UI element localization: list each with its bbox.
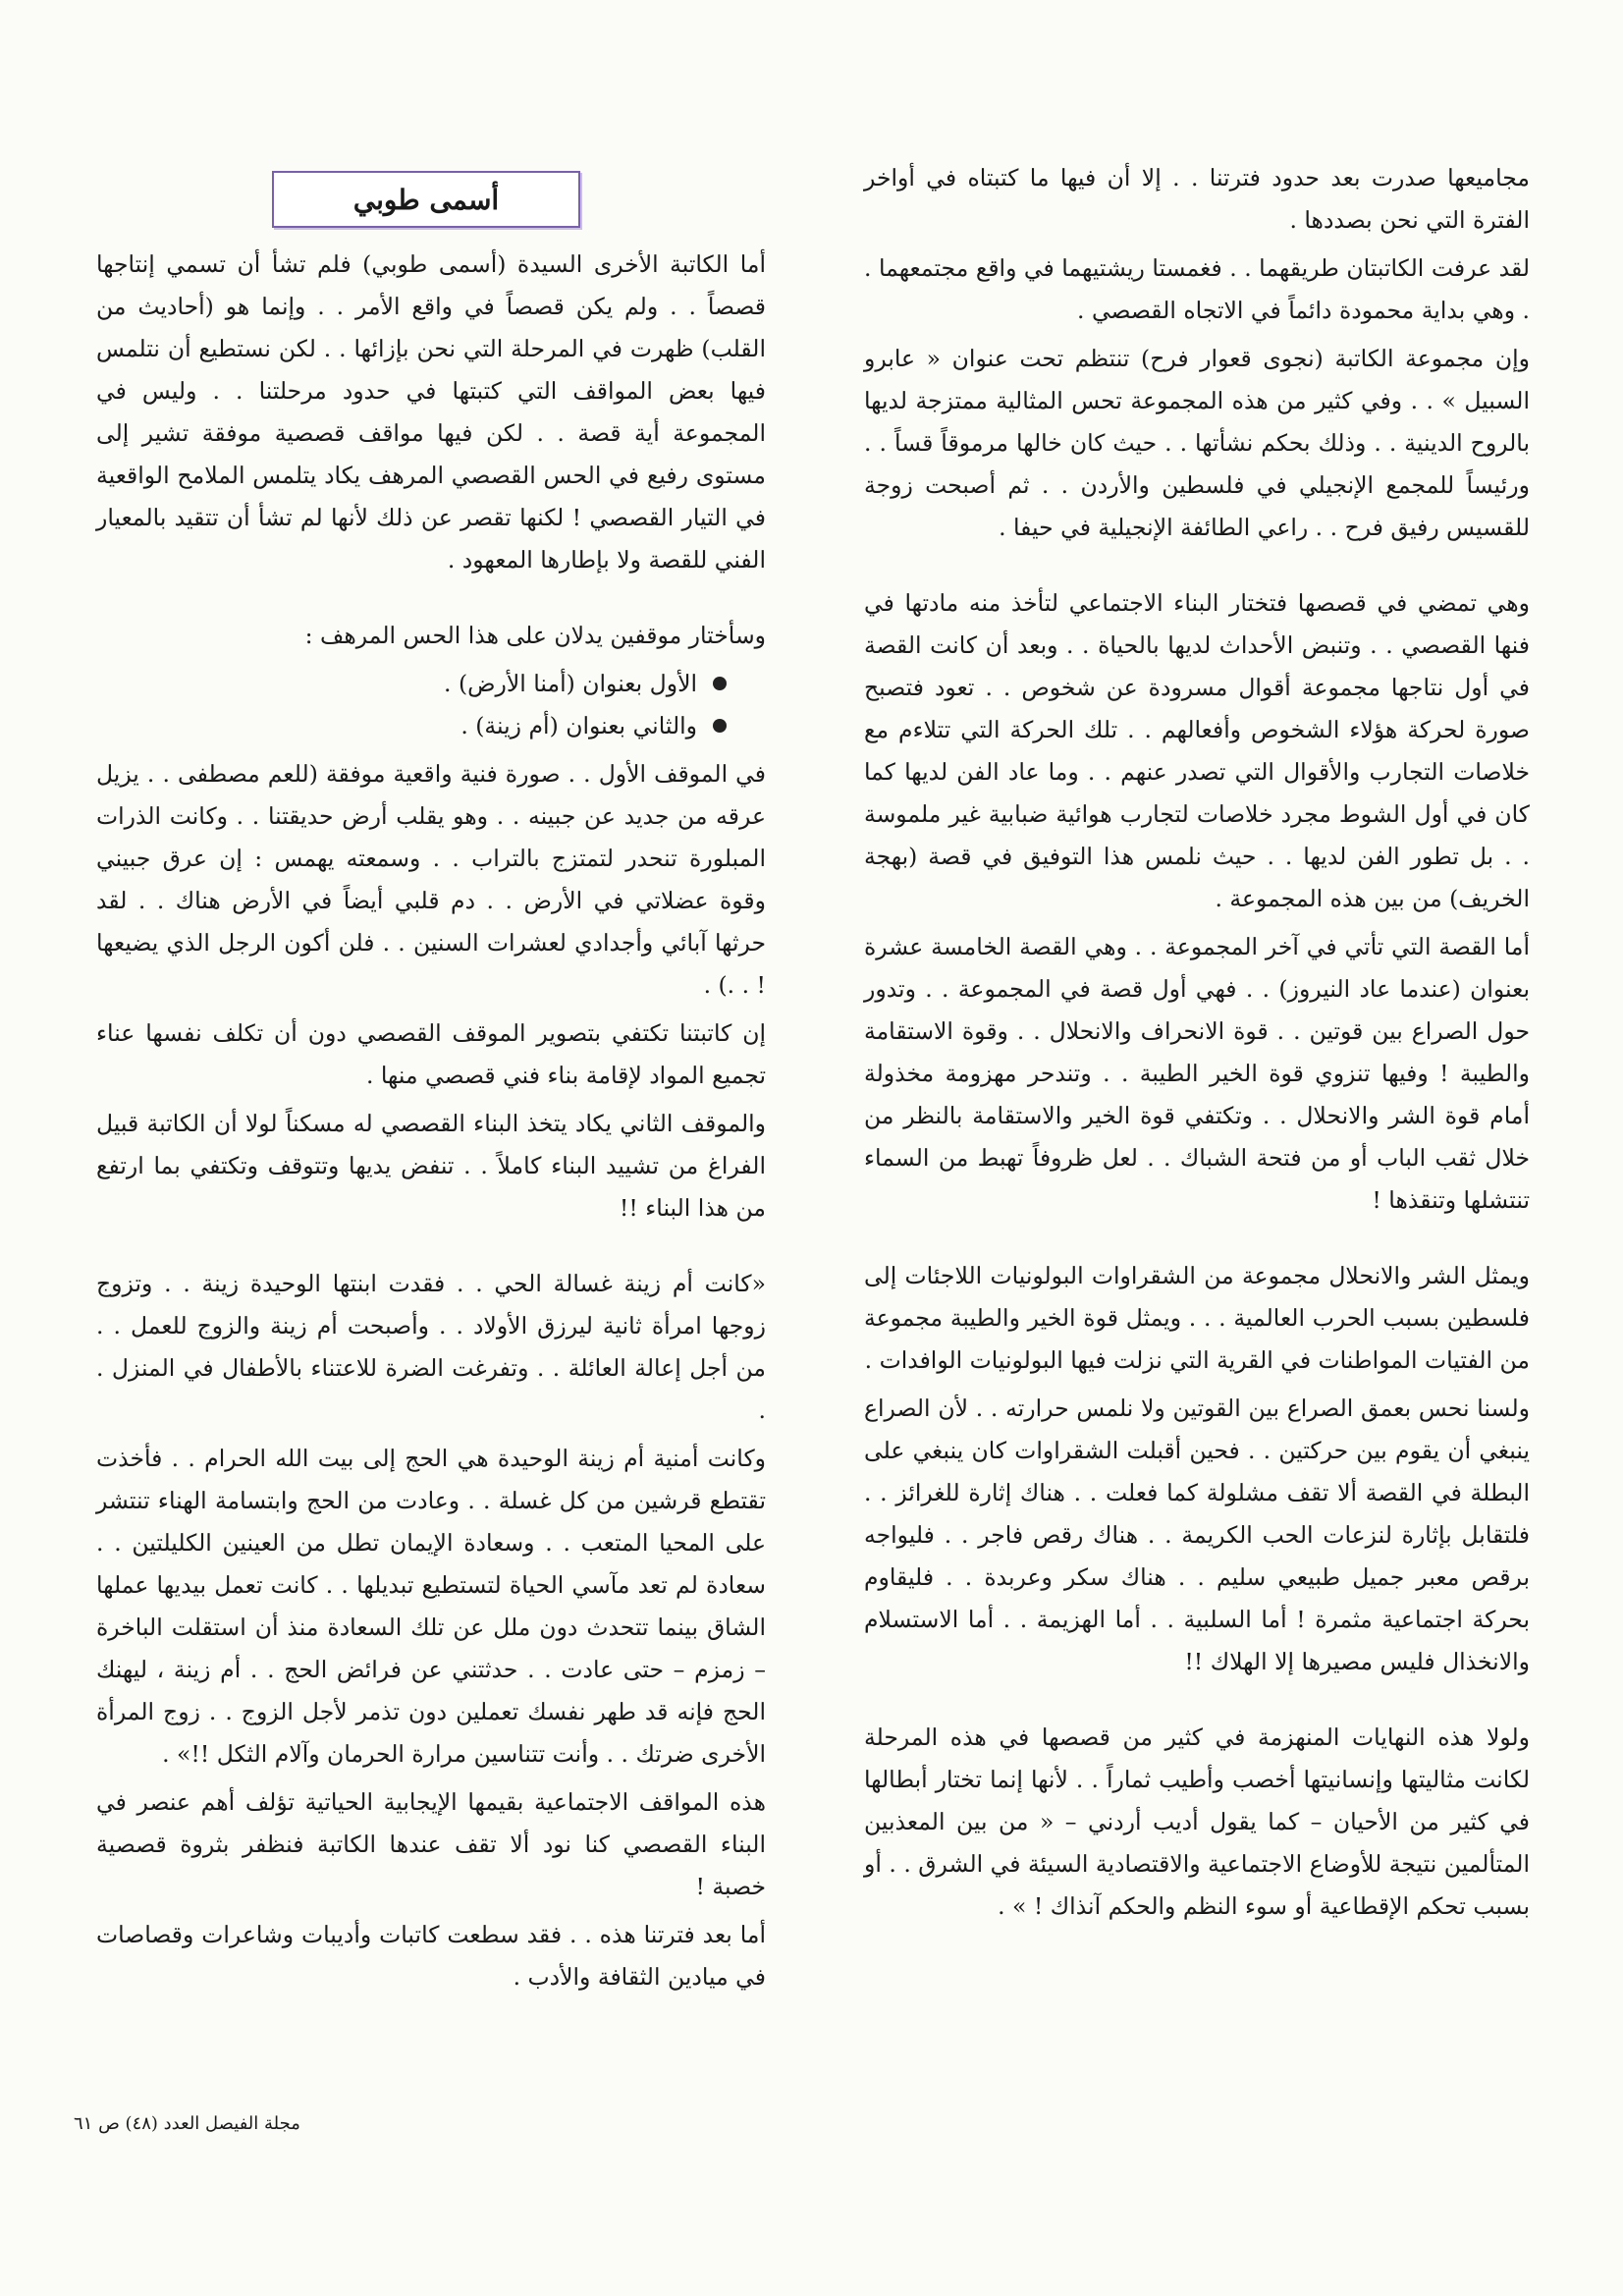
paragraph: وسأختار موقفين يدلان على هذا الحس المرهف :: [304, 622, 766, 649]
paragraph: أما القصة التي تأتي في آخر المجموعة . . وهي القصة الخامسة عشرة بعنوان (عندما عاد النيروز) . . فهي أول قصة في المجموعة . . وتدور حول الصراع بين قوتين . . قوة الانحراف والانحلال . . وقوة الاستقامة والطيبة ! وفيها تنزوي قوة الخير الطيبة . . وتندحر مهزومة مخذولة أمام قوة الشر والانحلال . . وتكتفي قوة الخير والاستقامة بالنظر من خلال ثقب الباب أو من فتحة الشباك . . لعل ظروفاً تهبط من السماء تنتشلها وتنقذها !: [864, 933, 1530, 1214]
paragraph: مجاميعها صدرت بعد حدود فترتنا . . إلا أن فيها ما كتبتاه في أواخر الفترة التي نحن بصددها .: [864, 164, 1530, 234]
page-footer: مجلة الفيصل العدد (٤٨) ص ٦١: [74, 2113, 300, 2134]
paragraph: وهي تمضي في قصصها فتختار البناء الاجتماعي لتأخذ منه مادتها في فنها القصصي . . وتنبض الأحداث لديها بالحياة . . وبعد أن كانت القصة في أول نتاجها مجموعة أقوال مسرودة عن شخوص . . تعود فتصبح صورة لحركة هؤلاء الشخوص وأفعالهم . . تلك الحركة التي تتلاءم مع خلاصات التجارب والأقوال التي تصدر عنهم . . وما عاد الفن لديها كما كان في أول الشوط مجرد خلاصات لتجارب هوائية ضبابية غير ملموسة . . بل تطور الفن لديها . . حيث نلمس هذا التوفيق في قصة (بهجة الخريف) من بين هذه المجموعة .: [864, 589, 1530, 912]
paragraph: لقد عرفت الكاتبتان طريقهما . . فغمستا ريشتيهما في واقع مجتمعهما . . وهي بداية محمودة دائماً في الاتجاه القصصي .: [864, 254, 1530, 324]
paragraph: هذه المواقف الاجتماعية بقيمها الإيجابية الحياتية تؤلف أهم عنصر في البناء القصصي كنا نود ألا تقف عندها الكاتبة فنظفر بثروة قصصية خصبة !: [96, 1788, 766, 1900]
paragraph: ويمثل الشر والانحلال مجموعة من الشقراوات البولونيات اللاجئات إلى فلسطين بسبب الحرب العالمية . . . ويمثل قوة الخير والطيبة مجموعة من الفتيات المواطنات في القرية التي نزلت فيها البولونيات الوافدات .: [864, 1262, 1530, 1374]
bullet-icon: [713, 677, 727, 690]
paragraph: وإن مجموعة الكاتبة (نجوى قعوار فرح) تنتظم تحت عنوان « عابرو السبيل » . . وفي كثير من هذه المجموعة تحس المثالية ممتزجة لديها بالروح الدينية . . وذلك بحكم نشأتها . . حيث كان خالها مرموقاً قساً . . ورئيساً للمجمع الإنجيلي في فلسطين والأردن . . ثم أصبحت زوجة للقسيس رفيق فرح . . راعي الطائفة الإنجيلية في حيفا .: [864, 345, 1530, 541]
list-item: والثاني بعنوان (أم زينة) .: [96, 705, 727, 747]
paragraph: ولسنا نحس بعمق الصراع بين القوتين ولا نلمس حرارته . . لأن الصراع ينبغي أن يقوم بين حركتين . . فحين أقبلت الشقراوات كان ينبغي على البطلة في القصة ألا تقف مشلولة كما فعلت . . هناك إثارة للغرائز . . فلتقابل بإثارة لنزعات الحب الكريمة . . هناك رقص فاجر . . فليواجه برقص معبر جميل طبيعي سليم . . هناك سكر وعربدة . . فليقاوم بحركة اجتماعية مثمرة ! أما السلبية . . أما الهزيمة . . أما الاستسلام والانخذال فليس مصيرها إلا الهلاك !!: [864, 1394, 1530, 1675]
paragraph: وكانت أمنية أم زينة الوحيدة هي الحج إلى بيت الله الحرام . . فأخذت تقتطع قرشين من كل غسلة . . وعادت من الحج وابتسامة الهناء تنتشر على المحيا المتعب . . وسعادة الإيمان تطل من العينين الكليلتين . . سعادة لم تعد مآسي الحياة لتستطيع تبديلها . . كانت تعمل بيديها عملها الشاق بينما تتحدث دون ملل عن تلك السعادة منذ أن استقلت الباخرة – زمزم – حتى عادت . . حدثتني عن فرائض الحج . . أم زينة ، ليهنك الحج فإنه قد طهر نفسك تعملين دون تذمر لأجل الزوج . . زوج المرأة الأخرى ضرتك . . وأنت تتناسين مرارة الحرمان وآلام الثكل !!» .: [96, 1445, 766, 1768]
paragraph: أما الكاتبة الأخرى السيدة (أسمى طوبي) فلم تشأ أن تسمي إنتاجها قصصاً . . ولم يكن قصصاً في واقع الأمر . . وإنما هو (أحاديث من القلب) ظهرت في المرحلة التي نحن بإزائها . . لكن نستطيع أن نتلمس فيها بعض المواقف التي كتبتها في حدود مرحلتنا . . وليس في المجموعة أية قصة . . لكن فيها مواقف قصصية موفقة تشير إلى مستوى رفيع في الحس القصصي المرهف يكاد يتلمس الملامح الواقعية في التيار القصصي ! لكنها تقصر عن ذلك لأنها لم تشأ أن تتقيد بالمعيار الفني للقصة ولا بإطارها المعهود .: [96, 250, 766, 574]
paragraph: «كانت أم زينة غسالة الحي . . فقدت ابنتها الوحيدة زينة . . وتزوج زوجها امرأة ثانية ليرزق الأولاد . . وأصبحت أم زينة والزوج للعمل . . من أجل إعالة العائلة . . وتفرغت الضرة للاعتناء بالأطفال في المنزل . .: [96, 1270, 766, 1424]
left-column: [96, 157, 766, 2004]
right-column: [864, 157, 1530, 1934]
section-title-box: [272, 171, 580, 228]
paragraph: في الموقف الأول . . صورة فنية واقعية موفقة (للعم مصطفى . . يزيل عرقه من جديد عن جبينه . . وهو يقلب أرض حديقتنا . . وكانت الذرات المبلورة تنحدر لتمتزج بالتراب . . وسمعته يهمس : إن عرق جبيني وقوة عضلاتي في الأرض . . دم قلبي أيضاً في الأرض هناك . . لقد حرثها آبائي وأجدادي لعشرات السنين . . فلن أكون الرجل الذي يضيعها ! . .) .: [96, 760, 766, 999]
bullet-icon: [713, 719, 727, 733]
section-title: أسمى طوبي: [352, 183, 500, 216]
paragraph: ولولا هذه النهايات المنهزمة في كثير من قصصها في هذه المرحلة لكانت مثاليتها وإنسانيتها أخصب وأطيب ثماراً . . لأنها إنما تختار أبطالها في كثير من الأحيان – كما يقول أديب أردني – « من بين المعذبين المتألمين نتيجة للأوضاع الاجتماعية والاقتصادية السيئة في الشرق . . أو بسبب تحكم الإقطاعية أو سوء النظم والحكم آنذاك ! » .: [864, 1723, 1530, 1920]
paragraph: والموقف الثاني يكاد يتخذ البناء القصصي له مسكناً لولا أن الكاتبة قبيل الفراغ من تشييد البناء كاملاً . . تنفض يديها وتتوقف وتكتفي بما ارتفع من هذا البناء !!: [96, 1110, 766, 1222]
paragraph: أما بعد فترتنا هذه . . فقد سطعت كاتبات وأديبات وشاعرات وقصاصات في ميادين الثقافة والأدب .: [96, 1921, 766, 1991]
list-item: الأول بعنوان (أمنا الأرض) .: [96, 663, 727, 705]
paragraph: إن كاتبتنا تكتفي بتصوير الموقف القصصي دون أن تكلف نفسها عناء تجميع المواد لإقامة بناء فني قصصي منها .: [96, 1019, 766, 1089]
bullet-list: [96, 663, 727, 747]
